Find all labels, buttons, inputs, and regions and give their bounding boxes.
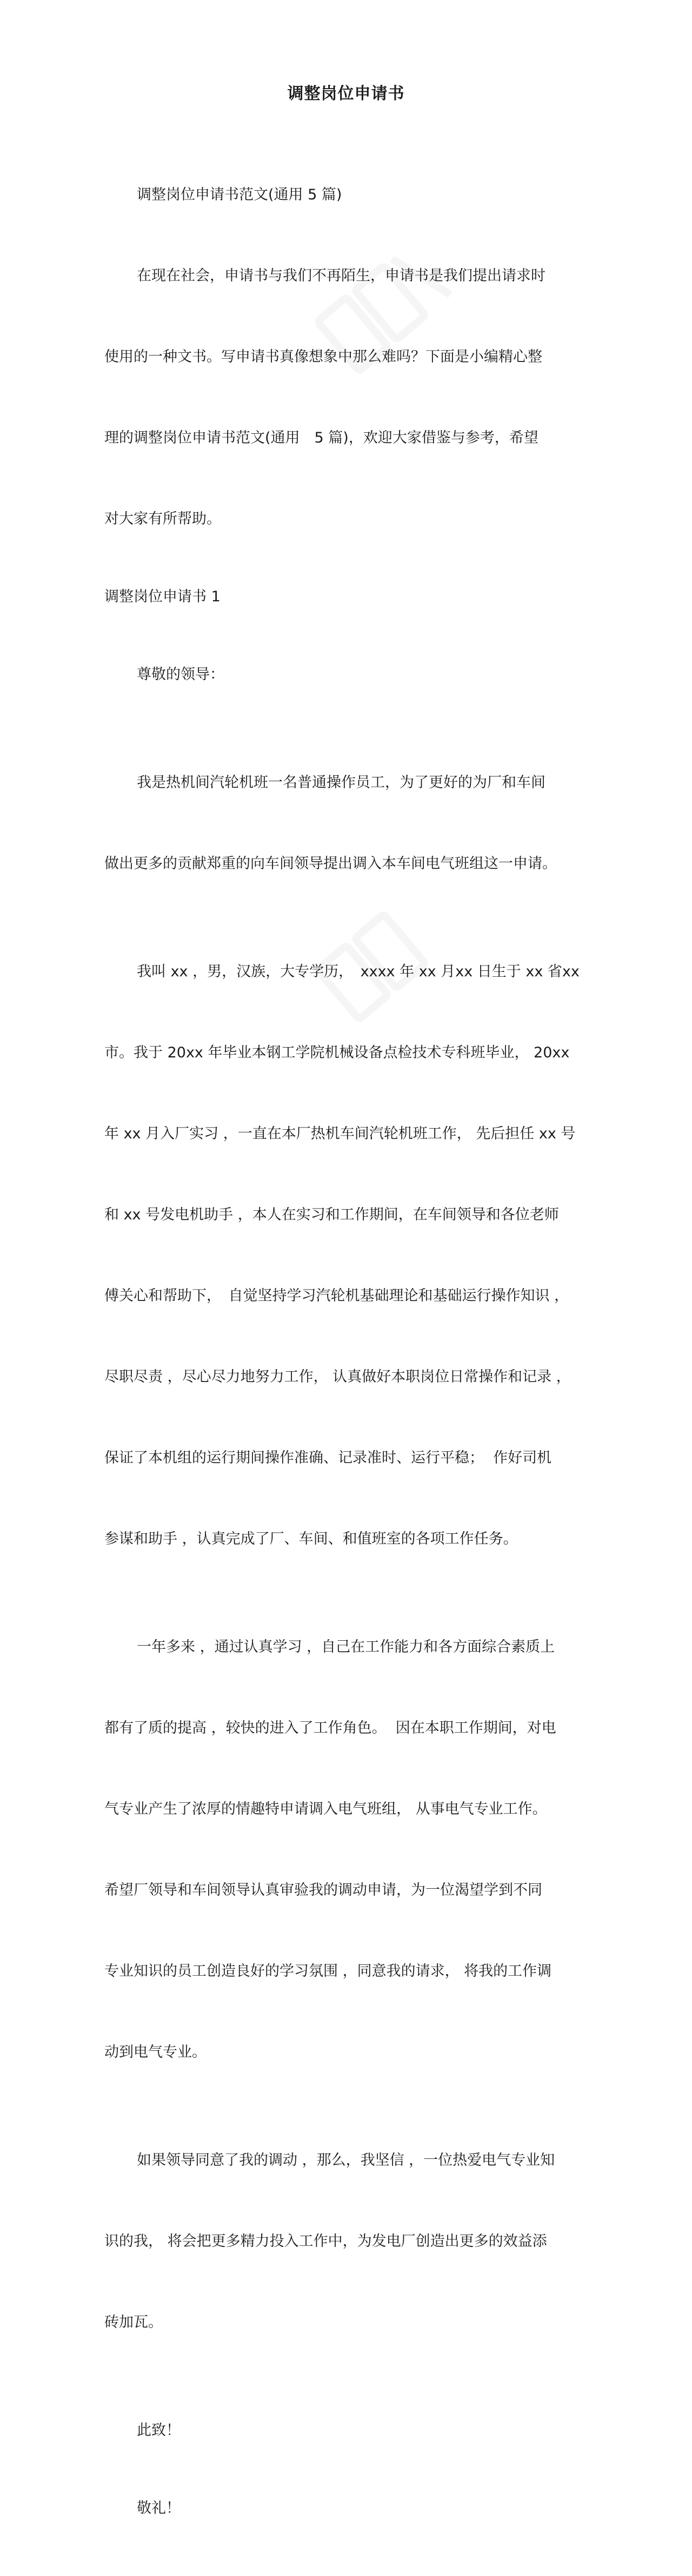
paragraph2-line-1: 我叫 xx ，男，汉族，大专学历， xxxx 年 xx 月xx 日生于 xx 省xx: [137, 963, 580, 980]
document-body: [104, 128, 591, 2576]
salutation: 尊敬的领导：: [137, 666, 224, 683]
paragraph2-line-5: 傅关心和帮助下， 自觉坚持学习汽轮机基础理论和基础运行操作知识 ，: [104, 1287, 569, 1304]
paragraph3-line-4: 希望厂领导和车间领导认真审验我的调动申请，为一位渴望学到不同: [104, 1882, 542, 1899]
paragraph2-line-4: 和 xx 号发电机助手 ，本人在实习和工作期间，在车间领导和各位老师: [104, 1206, 559, 1223]
paragraph4-line-1: 如果领导同意了我的调动 ，那么，我坚信 ，一位热爱电气专业知: [137, 2152, 555, 2169]
paragraph3-line-3: 气专业产生了浓厚的情趣特申请调入电气班组， 从事电气专业工作。: [104, 1801, 547, 1817]
closing-line-1: 此致！: [137, 2422, 181, 2439]
section-heading: 调整岗位申请书 1: [104, 588, 221, 605]
paragraph1-line-2: 做出更多的贡献郑重的向车间领导提出调入本车间电气班组这一申请。: [104, 855, 557, 872]
paragraph3-line-6: 动到电气专业。: [104, 2044, 207, 2061]
paragraph4-line-2: 识的我， 将会把更多精力投入工作中，为发电厂创造出更多的效益添: [104, 2233, 547, 2250]
paragraph3-line-1: 一年多来 ，通过认真学习 ，自己在工作能力和各方面综合素质上: [137, 1639, 555, 1655]
paragraph3-line-5: 专业知识的员工创造良好的学习氛围 ，同意我的请求， 将我的工作调: [104, 1963, 552, 1980]
paragraph2-line-2: 市。我于 20xx 年毕业本钢工学院机械设备点检技术专科班毕业， 20xx: [104, 1044, 570, 1061]
document-title: 调整岗位申请书: [287, 84, 405, 103]
paragraph1-line-1: 我是热机间汽轮机班一名普通操作员工，为了更好的为厂和车间: [137, 774, 545, 791]
paragraph4-line-3: 砖加瓦。: [104, 2314, 163, 2331]
paragraph3-line-2: 都有了质的提高 ，较快的进入了工作角色。 因在本职工作期间，对电: [104, 1720, 556, 1736]
intro-line-2: 使用的一种文书。写申请书真像想象中那么难吗？下面是小编精心整: [104, 348, 542, 365]
intro-line-3: 理的调整岗位申请书范文(通用 5 篇)，欢迎大家借鉴与参考，希望: [104, 430, 538, 446]
intro-line-4: 对大家有所帮助。: [104, 511, 221, 527]
paragraph2-line-7: 保证了本机组的运行期间操作准确、记录准时、运行平稳； 作好司机: [104, 1450, 552, 1466]
closing-line-2: 敬礼！: [137, 2500, 181, 2517]
subtitle: 调整岗位申请书范文(通用 5 篇): [137, 186, 342, 203]
paragraph2-line-8: 参谋和助手 ，认真完成了厂、车间、和值班室的各项工作任务。: [104, 1531, 518, 1547]
paragraph2-line-3: 年 xx 月入厂实习 ，一直在本厂热机车间汽轮机班工作， 先后担任 xx 号: [104, 1125, 576, 1142]
paragraph2-line-6: 尽职尽责 ，尽心尽力地努力工作， 认真做好本职岗位日常操作和记录 ，: [104, 1369, 571, 1385]
intro-line-1: 在现在社会，申请书与我们不再陌生，申请书是我们提出请求时: [137, 267, 545, 284]
